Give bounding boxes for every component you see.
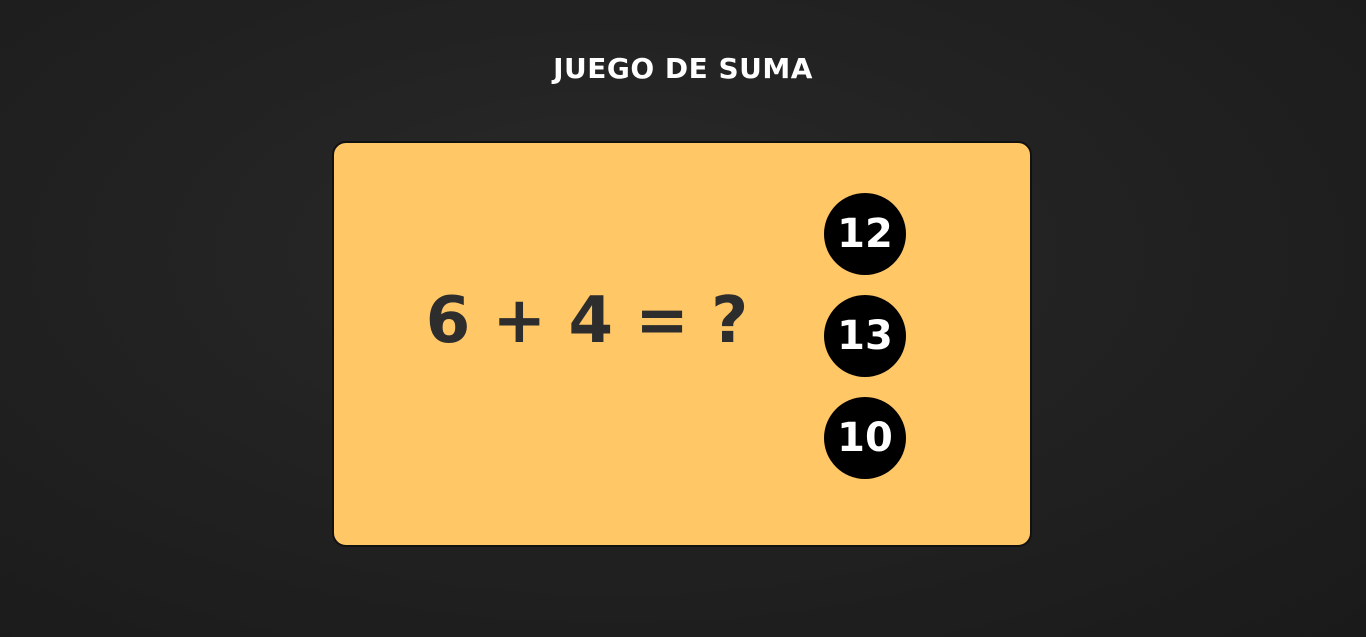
answer-option-2[interactable]: 13 <box>824 295 906 377</box>
answer-option-1[interactable]: 12 <box>824 193 906 275</box>
equation-text: 6 + 4 = ? <box>425 284 749 358</box>
game-title: JUEGO DE SUMA <box>553 52 813 85</box>
question-card <box>332 141 1032 547</box>
answer-option-3[interactable]: 10 <box>824 397 906 479</box>
answer-options <box>824 193 908 499</box>
